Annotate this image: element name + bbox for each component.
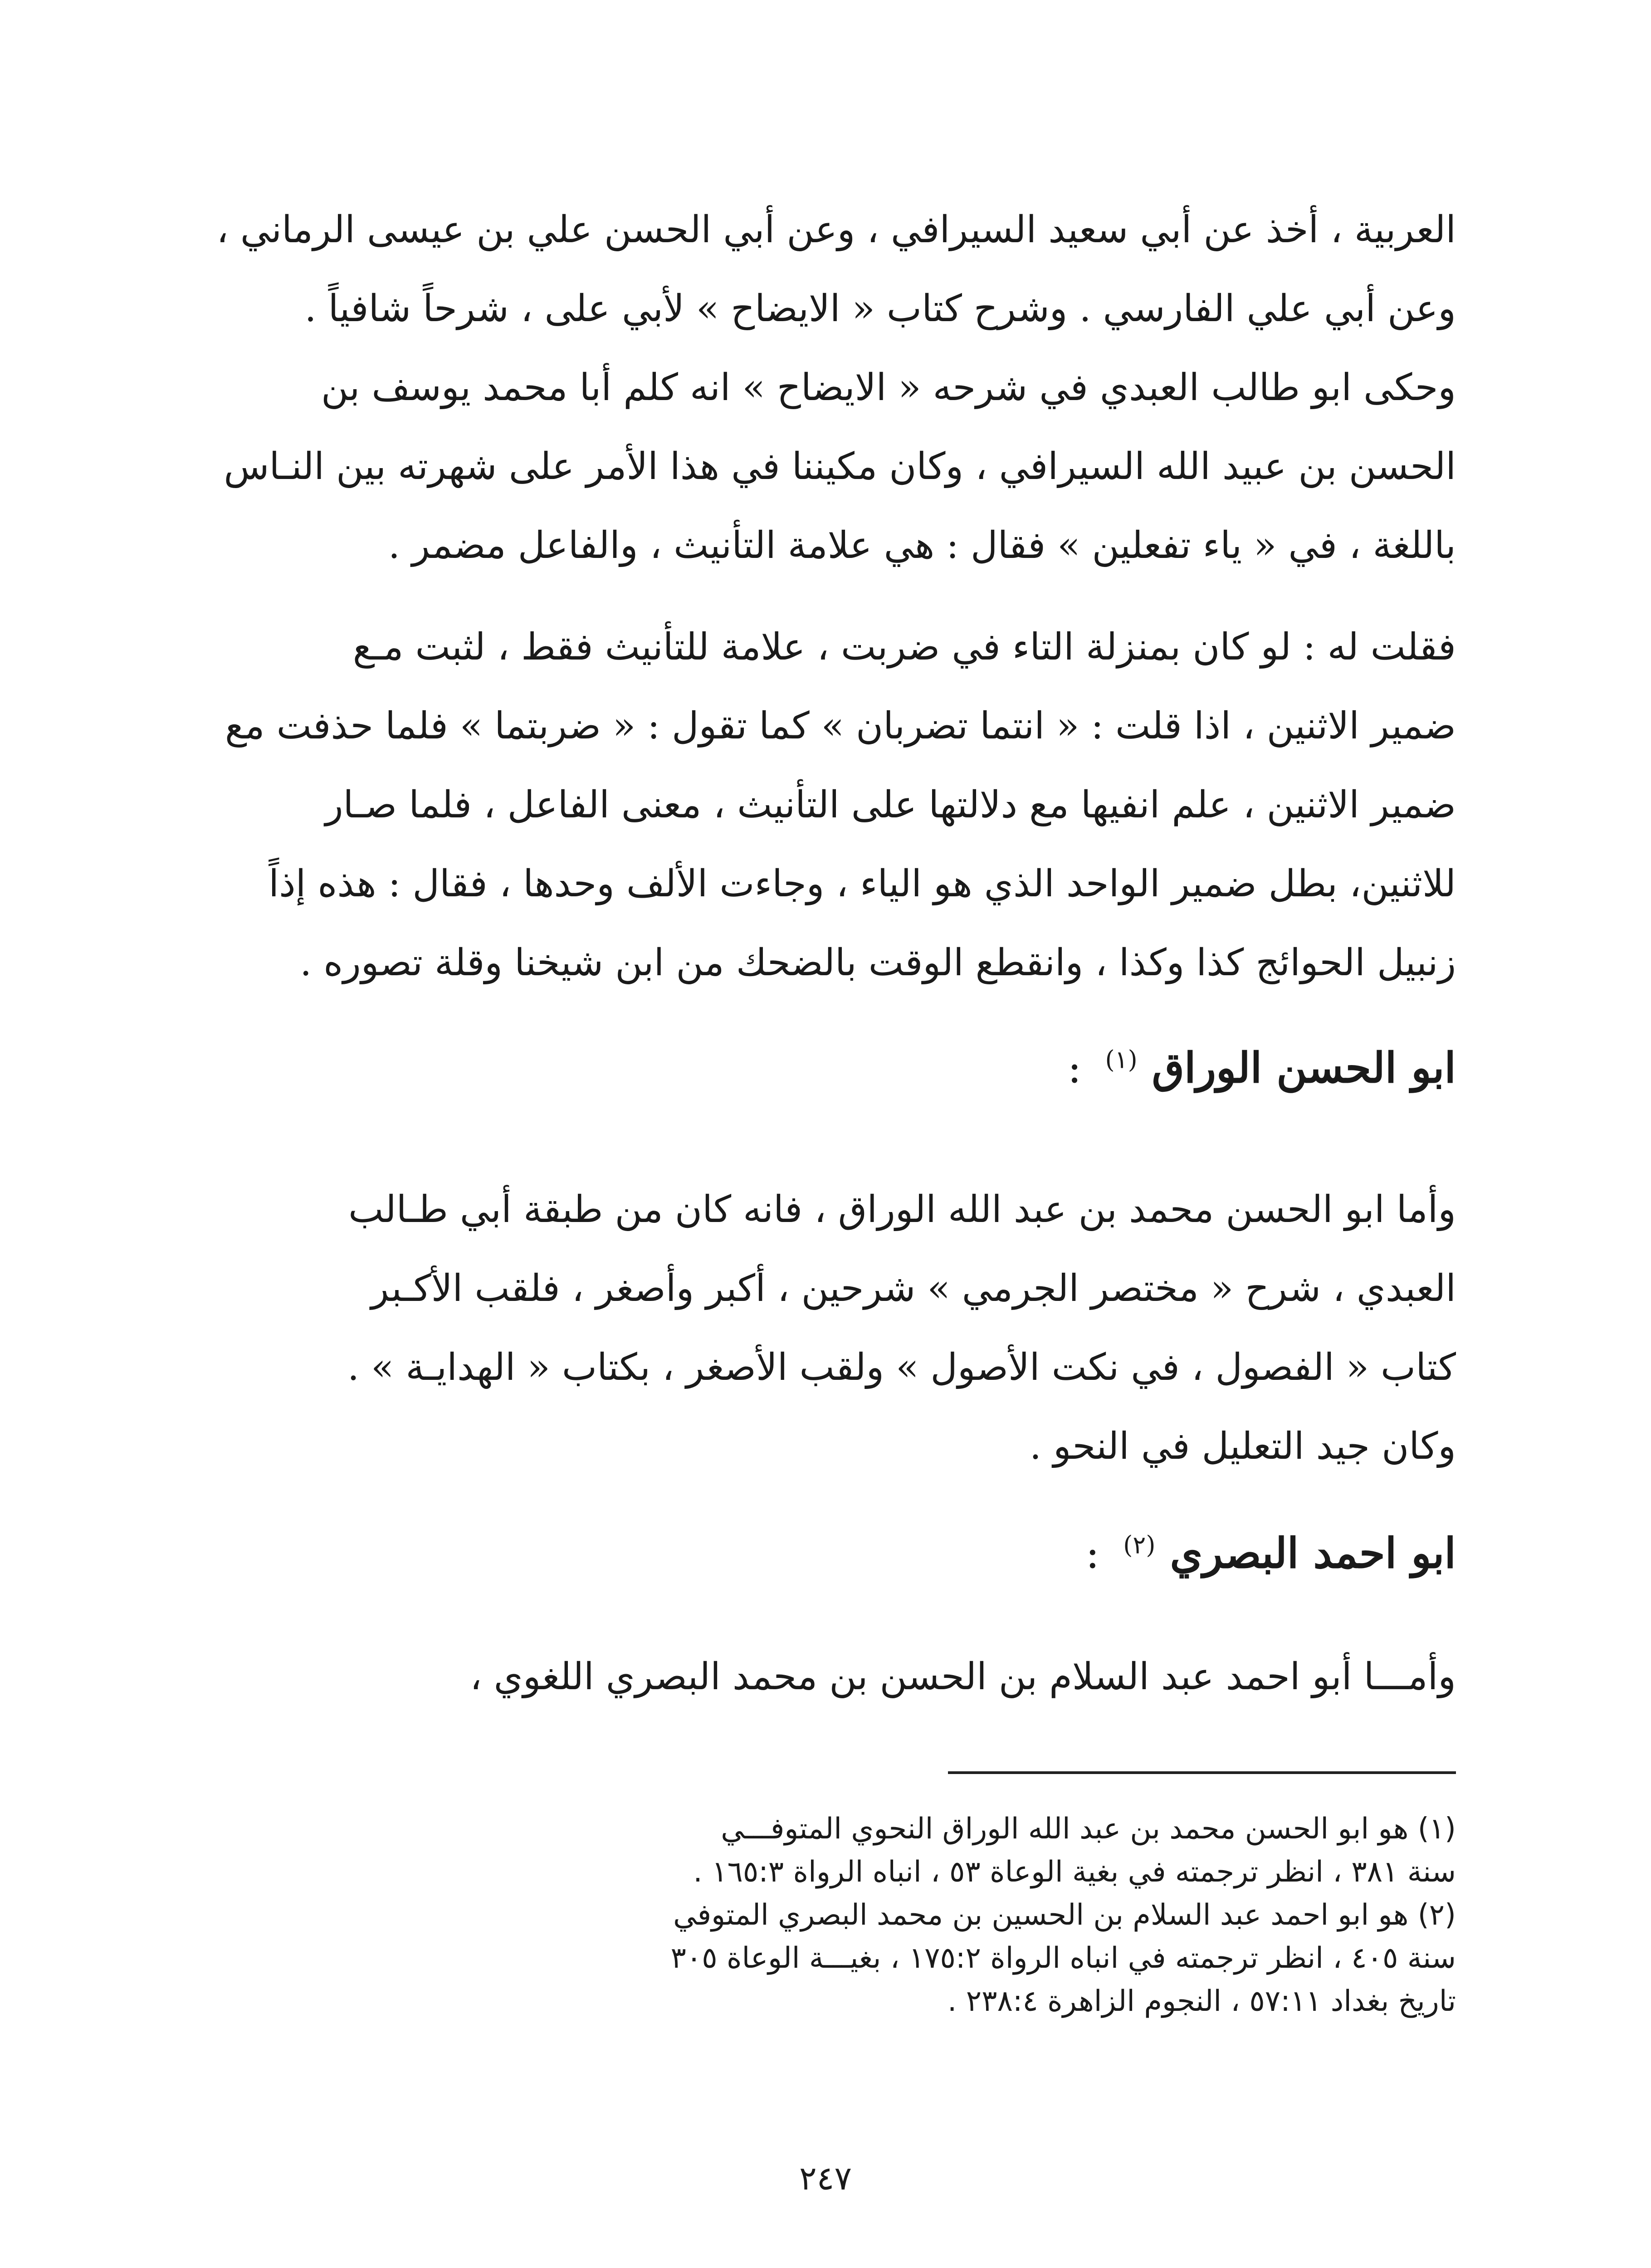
heading-colon: : <box>1067 1044 1082 1092</box>
paragraph-2 <box>195 608 1456 1002</box>
heading-colon: : <box>1085 1529 1100 1578</box>
section-heading-abu-al-hasan-al-warraq <box>1067 1043 1456 1092</box>
text-line: وكان جيد التعليل في النحو . <box>1029 1425 1456 1468</box>
heading-title: ابو احمد البصري <box>1170 1529 1456 1578</box>
footnote-line: تاريخ بغداد ٥٧:١١ ، النجوم الزاهرة ٢٣٨:٤ . <box>948 1984 1456 2018</box>
text-line: ضمير الاثنين ، اذا قلت : « انتما تضربان » كما تقول : « ضربتما » فلما حذفت مع <box>225 704 1456 748</box>
text-line: العبدي ، شرح « مختصر الجرمي » شرحين ، أكبر وأصغر ، فلقب الأكـبر <box>371 1267 1456 1310</box>
paragraph-1 <box>195 191 1456 585</box>
text-line: وعن أبي علي الفارسي . وشرح كتاب « الايضاح » لأبي على ، شرحاً شافياً . <box>304 287 1456 330</box>
text-line: باللغة ، في « ياء تفعلين » فقال : هي علامة التأنيث ، والفاعل مضمر . <box>388 524 1456 567</box>
section-heading-abu-ahmad-al-basri <box>1085 1529 1456 1578</box>
footnotes <box>195 1808 1456 2023</box>
text-line: زنبيل الحوائج كذا وكذا ، وانقطع الوقت بالضحك من ابن شيخنا وقلة تصوره . <box>300 941 1456 984</box>
footnote-line: (١) هو ابو الحسن محمد بن عبد الله الوراق النحوي المتوفـــي <box>721 1812 1456 1846</box>
text-line: للاثنين، بطل ضمير الواحد الذي هو الياء ، وجاءت الألف وحدها ، فقال : هذه إذاً <box>269 862 1456 905</box>
text-line: الحسن بن عبيد الله السيرافي ، وكان مكيننا في هذا الأمر على شهرته بين النـاس <box>224 445 1456 488</box>
text-line: فقلت له : لو كان بمنزلة التاء في ضربت ، علامة للتأنيث فقط ، لثبت مـع <box>352 626 1456 669</box>
text-line: وحكى ابو طالب العبدي في شرحه « الايضاح » انه كلم أبا محمد يوسف بن <box>321 366 1456 409</box>
footnote-reference: (١) <box>1105 1045 1138 1074</box>
text-line: ضمير الاثنين ، علم انفيها مع دلالتها على التأنيث ، معنى الفاعل ، فلما صـار <box>325 783 1456 826</box>
heading-title: ابو الحسن الوراق <box>1152 1043 1456 1092</box>
page-number: ٢٤٧ <box>799 2159 852 2197</box>
text-line: كتاب « الفصول ، في نكت الأصول » ولقب الأصغر ، بكتاب « الهدايـة » . <box>347 1346 1456 1389</box>
footnote-separator <box>948 1771 1456 1774</box>
text-line: وأما ابو الحسن محمد بن عبد الله الوراق ، فانه كان من طبقة أبي طـالب <box>348 1188 1456 1231</box>
footnote-line: سنة ٤٠٥ ، انظر ترجمته في انباه الرواة ١٧٥:٢ ، بغيـــة الوعاة ٣٠٥ <box>670 1941 1456 1975</box>
text-line: العربية ، أخذ عن أبي سعيد السيرافي ، وعن أبي الحسن علي بن عيسى الرماني ، <box>216 208 1456 251</box>
footnote-reference: (٢) <box>1123 1530 1156 1559</box>
footnote-line: (٢) هو ابو احمد عبد السلام بن الحسين بن محمد البصري المتوفي <box>673 1898 1456 1932</box>
footnote-line: سنة ٣٨١ ، انظر ترجمته في بغية الوعاة ٥٣ ، انباه الرواة ١٦٥:٣ . <box>693 1855 1456 1889</box>
text-line: وأمـــا أبو احمد عبد السلام بن الحسن بن محمد البصري اللغوي ، <box>470 1655 1456 1698</box>
paragraph-3 <box>195 1170 1456 1486</box>
paragraph-4 <box>195 1637 1456 1716</box>
